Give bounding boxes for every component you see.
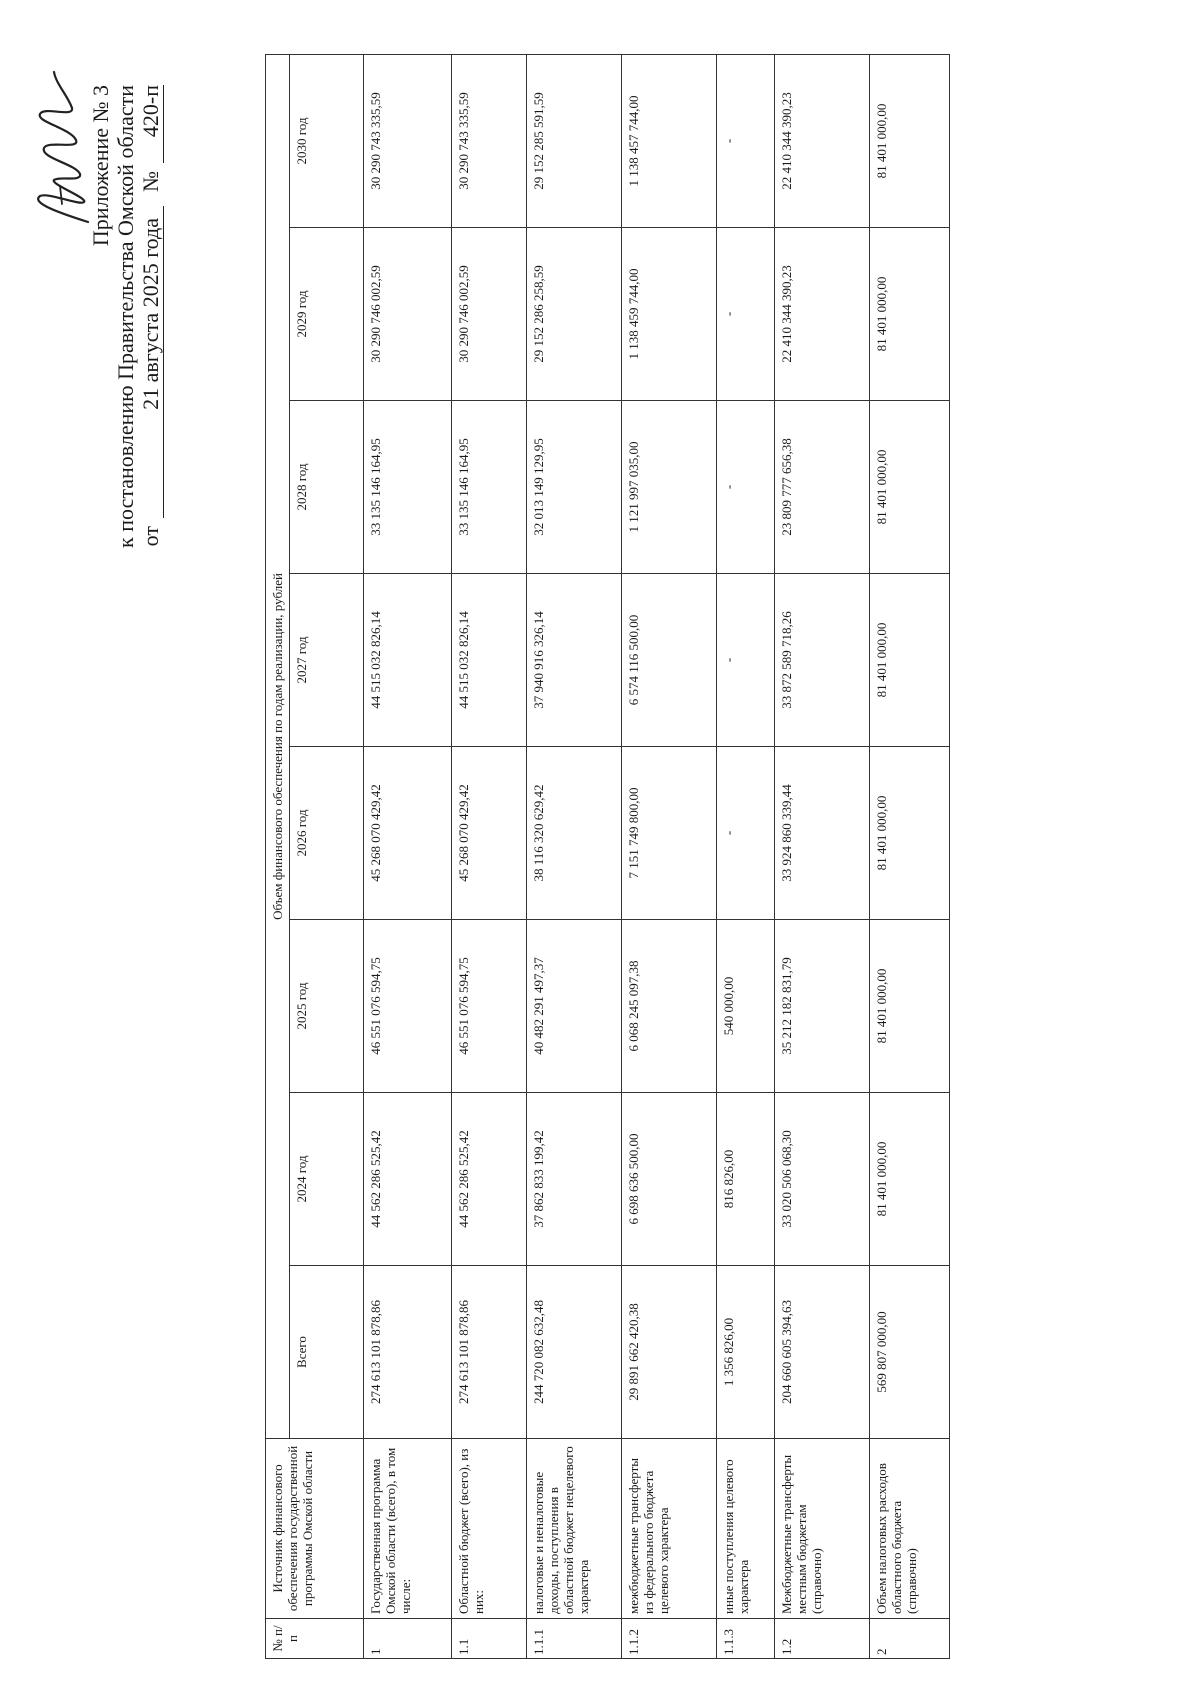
col-header-total: Всего (290, 1266, 364, 1439)
cell-2027: 44 515 032 826,14 (452, 574, 527, 747)
cell-2025: 35 212 182 831,79 (775, 920, 870, 1093)
col-header-2027: 2027 год (290, 574, 364, 747)
cell-2025: 46 551 076 594,75 (452, 920, 527, 1093)
number-prefix: № (138, 171, 163, 192)
cell-2026: 7 151 749 800,00 (622, 747, 717, 920)
col-header-2028: 2028 год (290, 401, 364, 574)
cell-2027: 6 574 116 500,00 (622, 574, 717, 747)
cell-2030: - (717, 54, 775, 227)
table-row (452, 54, 527, 1658)
cell-total: 274 613 101 878,86 (364, 1266, 452, 1439)
row-source: иные поступления целевого характера (717, 1439, 775, 1619)
cell-2025: 540 000,00 (717, 920, 775, 1093)
cell-2026: 33 924 860 339,44 (775, 747, 870, 920)
col-header-2030: 2030 год (290, 54, 364, 227)
cell-total: 1 356 826,00 (717, 1266, 775, 1439)
cell-2025: 81 401 000,00 (870, 920, 950, 1093)
cell-2029: 22 410 344 390,23 (775, 228, 870, 401)
cell-2028: 33 135 146 164,95 (364, 401, 452, 574)
col-header-2026: 2026 год (290, 747, 364, 920)
col-header-source: Источник финансового обеспечения государственной программы Омской области (266, 1439, 364, 1619)
cell-2024: 81 401 000,00 (870, 1093, 950, 1266)
date-prefix: от (138, 526, 163, 547)
table-row (717, 54, 775, 1658)
cell-2024: 44 562 286 525,42 (364, 1093, 452, 1266)
cell-2030: 30 290 743 335,59 (364, 54, 452, 227)
row-source: Объем налоговых расходов областного бюджета (справочно) (870, 1439, 950, 1619)
cell-2028: 32 013 149 129,95 (527, 401, 622, 574)
cell-2026: 45 268 070 429,42 (364, 747, 452, 920)
cell-2027: 33 872 589 718,26 (775, 574, 870, 747)
financing-table (265, 54, 950, 1659)
cell-2030: 1 138 457 744,00 (622, 54, 717, 227)
cell-2029: 1 138 459 744,00 (622, 228, 717, 401)
col-header-2025: 2025 год (290, 920, 364, 1093)
cell-2024: 6 698 636 500,00 (622, 1093, 717, 1266)
cell-2028: 33 135 146 164,95 (452, 401, 527, 574)
row-code: 1.1.1 (527, 1619, 622, 1659)
row-source: межбюджетные трансферты из федерального бюджета целевого характера (622, 1439, 717, 1619)
cell-2026: 45 268 070 429,42 (452, 747, 527, 920)
table-row (775, 54, 870, 1658)
cell-2025: 6 068 245 097,38 (622, 920, 717, 1093)
resolution-date: 21 августа 2025 года (138, 206, 164, 518)
cell-2026: - (717, 747, 775, 920)
cell-2029: 81 401 000,00 (870, 228, 950, 401)
cell-2028: 23 809 777 656,38 (775, 401, 870, 574)
cell-2027: 44 515 032 826,14 (364, 574, 452, 747)
cell-2029: 29 152 286 258,59 (527, 228, 622, 401)
cell-2030: 22 410 344 390,23 (775, 54, 870, 227)
table-row (622, 54, 717, 1658)
row-code: 1.1 (452, 1619, 527, 1659)
resolution-line (138, 85, 164, 548)
col-header-2029: 2029 год (290, 228, 364, 401)
cell-2024: 37 862 833 199,42 (527, 1093, 622, 1266)
cell-2028: 81 401 000,00 (870, 401, 950, 574)
cell-2030: 30 290 743 335,59 (452, 54, 527, 227)
cell-total: 569 807 000,00 (870, 1266, 950, 1439)
cell-2024: 816 826,00 (717, 1093, 775, 1266)
appendix-title: Приложение № 3 (88, 85, 113, 247)
row-source: Областной бюджет (всего), из них: (452, 1439, 527, 1619)
cell-2028: - (717, 401, 775, 574)
cell-2029: - (717, 228, 775, 401)
resolution-number: 420-п (138, 85, 164, 163)
cell-2024: 44 562 286 525,42 (452, 1093, 527, 1266)
col-header-number: № п/п (266, 1619, 364, 1659)
cell-2030: 81 401 000,00 (870, 54, 950, 227)
table-row (870, 54, 950, 1658)
cell-2025: 46 551 076 594,75 (364, 920, 452, 1093)
cell-total: 204 660 605 394,63 (775, 1266, 870, 1439)
row-source: Межбюджетные трансферты местным бюджетам (справочно) (775, 1439, 870, 1619)
cell-2030: 29 152 285 591,59 (527, 54, 622, 227)
cell-2026: 81 401 000,00 (870, 747, 950, 920)
cell-total: 244 720 082 632,48 (527, 1266, 622, 1439)
row-code: 1.1.2 (622, 1619, 717, 1659)
handwritten-signature (10, 62, 105, 232)
table-row (527, 54, 622, 1658)
cell-2027: - (717, 574, 775, 747)
cell-2029: 30 290 746 002,59 (452, 228, 527, 401)
row-code: 2 (870, 1619, 950, 1659)
row-code: 1.1.3 (717, 1619, 775, 1659)
cell-total: 274 613 101 878,86 (452, 1266, 527, 1439)
col-header-group: Объем финансового обеспечения по годам реализации, рублей (266, 54, 290, 1438)
row-source: Государственная программа Омской области (всего), в том числе: (364, 1439, 452, 1619)
cell-2026: 38 116 320 629,42 (527, 747, 622, 920)
cell-2027: 37 940 916 326,14 (527, 574, 622, 747)
cell-2029: 30 290 746 002,59 (364, 228, 452, 401)
row-code: 1 (364, 1619, 452, 1659)
cell-2027: 81 401 000,00 (870, 574, 950, 747)
table-row (364, 54, 452, 1658)
cell-2024: 33 020 506 068,30 (775, 1093, 870, 1266)
row-source: налоговые и неналоговые доходы, поступления в областной бюджет нецелевого характера (527, 1439, 622, 1619)
col-header-2024: 2024 год (290, 1093, 364, 1266)
appendix-subtitle: к постановлению Правительства Омской области (113, 85, 138, 548)
cell-2028: 1 121 997 035,00 (622, 401, 717, 574)
row-code: 1.2 (775, 1619, 870, 1659)
cell-total: 29 891 662 420,38 (622, 1266, 717, 1439)
cell-2025: 40 482 291 497,37 (527, 920, 622, 1093)
